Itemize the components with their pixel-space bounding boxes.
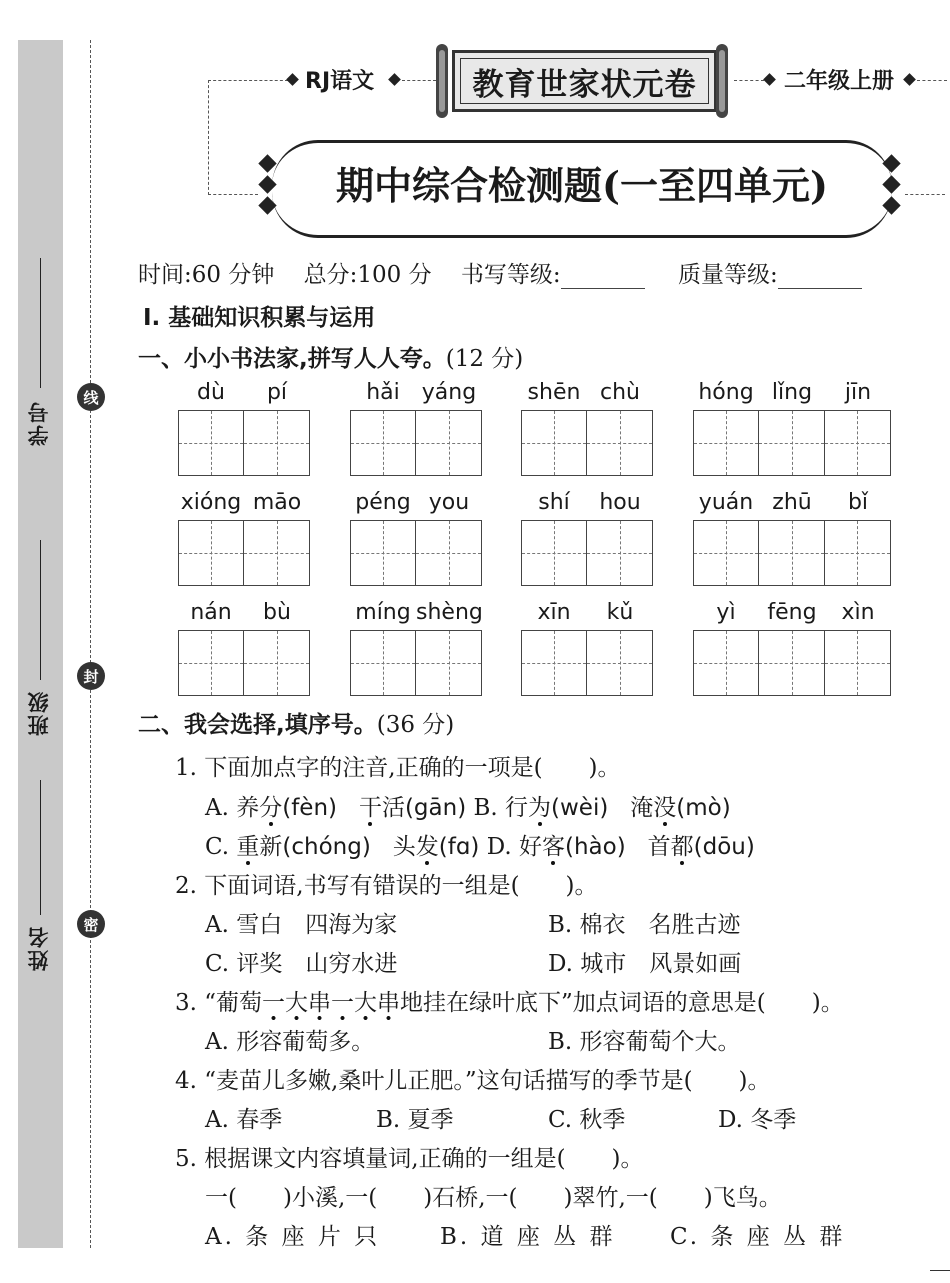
writing-cell[interactable] — [244, 631, 309, 695]
pinyin-syllable: xìn — [841, 600, 875, 625]
q2-option-b: B. 棉衣 名胜古迹 — [548, 912, 741, 938]
pinyin-syllable: nán — [190, 600, 232, 625]
writing-cell[interactable] — [694, 631, 759, 695]
writing-grid[interactable] — [693, 520, 891, 586]
grade-label: 二年级上册 — [784, 69, 895, 94]
deco-line — [208, 80, 288, 81]
student-no-label: 学号 — [27, 400, 51, 446]
writing-cell[interactable] — [587, 411, 652, 475]
q1-d1-dot: 客 — [541, 834, 565, 860]
pinyin-syllable: dù — [197, 380, 225, 405]
writing-cell[interactable] — [587, 521, 652, 585]
writing-cell[interactable] — [416, 521, 481, 585]
writing-cell[interactable] — [416, 631, 481, 695]
deco-line — [208, 80, 209, 195]
name-blank — [40, 780, 41, 915]
q1-c2-dot: 发 — [415, 834, 439, 860]
q1-c1: C. — [205, 834, 237, 860]
q1-c2: 头 — [392, 834, 416, 860]
q3-stem — [175, 984, 844, 1017]
deco-diamond — [763, 73, 776, 86]
seal-secret: 密 — [77, 910, 105, 938]
writing-grid[interactable] — [350, 410, 482, 476]
pinyin-syllable: shēn — [527, 380, 581, 405]
deco-diamond — [388, 73, 401, 86]
q1-stem: 1. 下面加点字的注音,正确的一项是( )。 — [175, 755, 621, 781]
writing-grid[interactable] — [178, 410, 310, 476]
q2-option-d: D. 城市 风景如画 — [548, 951, 742, 977]
pinyin-syllable: míng — [355, 600, 411, 625]
writing-grid[interactable] — [521, 410, 653, 476]
q4-option-a: A. 春季 — [205, 1107, 283, 1133]
writing-cell[interactable] — [759, 411, 824, 475]
writing-grid[interactable] — [350, 630, 482, 696]
pinyin-syllable: xīn — [537, 600, 571, 625]
q1-c1-py: (chóng) — [282, 834, 371, 860]
writing-cell[interactable] — [694, 521, 759, 585]
scroll-roller — [436, 44, 448, 118]
deco-line — [917, 80, 947, 81]
pinyin-syllable: yáng — [421, 380, 477, 405]
q4-option-d: D. 冬季 — [718, 1107, 797, 1133]
section2-points: (36 分) — [376, 712, 455, 738]
section1-heading — [138, 340, 523, 373]
writing-grid[interactable] — [178, 520, 310, 586]
name-label: 姓名 — [27, 925, 51, 971]
quality-grade-blank[interactable] — [778, 264, 862, 289]
q1-b1-dot: 为 — [528, 795, 552, 821]
page-edge-mark — [930, 1270, 950, 1271]
writing-cell[interactable] — [825, 631, 890, 695]
page-title: 期中综合检测题(一至四单元) — [336, 163, 828, 208]
q1-b2-py: (mò) — [676, 795, 731, 821]
q3-stem-dotted: 一大串一大串 — [262, 990, 400, 1021]
q1-a1-py: (fèn) — [282, 795, 338, 821]
subject-label: RJ语文 — [305, 69, 375, 94]
seal-line: 线 — [77, 383, 105, 411]
writing-cell[interactable] — [351, 631, 416, 695]
section2-title: 二、我会选择,填序号。 — [138, 712, 377, 738]
q1-options-cd — [205, 828, 755, 861]
writing-cell[interactable] — [179, 411, 244, 475]
series-banner — [452, 50, 717, 112]
pinyin-syllable: fēng — [767, 600, 817, 625]
pinyin-syllable: you — [428, 490, 470, 515]
writing-cell[interactable] — [244, 521, 309, 585]
writing-grid[interactable] — [693, 630, 891, 696]
deco-line — [905, 194, 945, 195]
pinyin-syllable: bù — [263, 600, 291, 625]
writing-grade-label: 书写等级: — [460, 262, 561, 288]
writing-cell[interactable] — [416, 411, 481, 475]
pinyin-syllable: bǐ — [847, 490, 869, 515]
pinyin-syllable: māo — [252, 490, 302, 515]
writing-cell[interactable] — [759, 521, 824, 585]
deco-line — [402, 80, 436, 81]
q3-stem-pre: 3. “葡萄 — [175, 990, 263, 1016]
q3-option-a: A. 形容葡萄多。 — [205, 1029, 375, 1055]
writing-cell[interactable] — [522, 631, 587, 695]
writing-cell[interactable] — [522, 411, 587, 475]
writing-grade-blank[interactable] — [561, 264, 645, 289]
pinyin-syllable: péng — [355, 490, 411, 515]
q1-a2-py: (gān) — [404, 795, 467, 821]
writing-cell[interactable] — [179, 521, 244, 585]
writing-grid[interactable] — [521, 520, 653, 586]
q1-c1-post: 新 — [259, 834, 283, 860]
class-label: 班级 — [27, 690, 51, 736]
pinyin-syllable: lǐng — [771, 380, 813, 405]
pinyin-syllable: xióng — [180, 490, 242, 515]
q1-b2-dot: 没 — [653, 795, 677, 821]
writing-cell[interactable] — [694, 411, 759, 475]
part1-heading: Ⅰ. 基础知识积累与运用 — [143, 305, 376, 331]
q5-option-b: B. 道 座 丛 群 — [440, 1224, 616, 1250]
time-info: 时间:60 分钟 — [138, 262, 275, 288]
q4-option-b: B. 夏季 — [376, 1107, 454, 1133]
pinyin-syllable: yì — [716, 600, 736, 625]
pinyin-syllable: zhū — [772, 490, 812, 515]
writing-cell[interactable] — [244, 411, 309, 475]
writing-grid[interactable] — [693, 410, 891, 476]
section2-heading — [138, 706, 454, 739]
pinyin-syllable: yuán — [698, 490, 754, 515]
writing-grid[interactable] — [521, 630, 653, 696]
q5-option-a: A. 条 座 片 只 — [205, 1224, 381, 1250]
q3-stem-post: 地挂在绿叶底下”加点词语的意思是( )。 — [400, 990, 844, 1016]
pinyin-syllable: shí — [538, 490, 570, 515]
series-title: 教育世家状元卷 — [472, 66, 697, 103]
writing-cell[interactable] — [522, 521, 587, 585]
q1-d2: 首 — [647, 834, 671, 860]
deco-line — [734, 80, 764, 81]
writing-cell[interactable] — [179, 631, 244, 695]
q5-stem: 5. 根据课文内容填量词,正确的一组是( )。 — [175, 1146, 644, 1172]
q1-b1-py: (wèi) — [551, 795, 609, 821]
q1-d1: D. 好 — [486, 834, 542, 860]
writing-cell[interactable] — [759, 631, 824, 695]
q5-option-c: C. 条 座 丛 群 — [670, 1224, 846, 1250]
pinyin-syllable: jīn — [844, 380, 872, 405]
deco-diamond — [903, 73, 916, 86]
pinyin-syllable: chù — [600, 380, 640, 405]
writing-grid[interactable] — [178, 630, 310, 696]
writing-cell[interactable] — [351, 521, 416, 585]
q1-d2-dot: 都 — [670, 834, 694, 860]
q1-options-ab — [205, 789, 731, 822]
pinyin-syllable: pí — [266, 380, 288, 405]
student-no-blank — [40, 258, 41, 388]
deco-line — [208, 194, 258, 195]
q5-fill: 一( )小溪,一( )石桥,一( )翠竹,一( )飞鸟。 — [205, 1185, 782, 1211]
pinyin-syllable: hou — [599, 490, 641, 515]
pinyin-syllable: kǔ — [606, 600, 634, 625]
total-info: 总分:100 分 — [303, 262, 432, 288]
q2-option-a: A. 雪白 四海为家 — [205, 912, 398, 938]
q1-a2-dot: 干 — [358, 795, 382, 821]
writing-grid[interactable] — [350, 520, 482, 586]
pinyin-syllable: shèng — [416, 600, 483, 625]
scroll-roller — [716, 44, 728, 118]
writing-cell[interactable] — [351, 411, 416, 475]
section1-title: 一、小小书法家,拼写人人夸。 — [138, 346, 446, 372]
q1-c1-dot: 重 — [236, 834, 260, 860]
q1-c2-py: (fɑ) — [438, 834, 480, 860]
cut-line — [90, 40, 91, 1248]
q4-stem: 4. “麦苗儿多嫩,桑叶儿正肥。”这句话描写的季节是( )。 — [175, 1068, 771, 1094]
writing-cell[interactable] — [825, 411, 890, 475]
writing-cell[interactable] — [587, 631, 652, 695]
q2-stem: 2. 下面词语,书写有错误的一组是( )。 — [175, 873, 598, 899]
class-blank — [40, 540, 41, 680]
q1-d1-py: (hào) — [564, 834, 626, 860]
q1-a2: 活 — [381, 795, 405, 821]
q4-option-c: C. 秋季 — [548, 1107, 626, 1133]
q3-option-b: B. 形容葡萄个大。 — [548, 1029, 741, 1055]
q1-d2-py: (dōu) — [693, 834, 755, 860]
seal-seal: 封 — [77, 662, 105, 690]
exam-info — [138, 256, 884, 289]
q2-option-c: C. 评奖 山穷水进 — [205, 951, 398, 977]
quality-grade-label: 质量等级: — [677, 262, 778, 288]
q1-a1: A. 养 — [205, 795, 260, 821]
deco-diamond — [286, 73, 299, 86]
pinyin-syllable: hóng — [698, 380, 754, 405]
q1-b1: B. 行 — [473, 795, 529, 821]
q1-a1-dot: 分 — [259, 795, 283, 821]
q1-b2: 淹 — [630, 795, 654, 821]
writing-cell[interactable] — [825, 521, 890, 585]
pinyin-syllable: hǎi — [366, 380, 400, 405]
section1-points: (12 分) — [445, 346, 524, 372]
